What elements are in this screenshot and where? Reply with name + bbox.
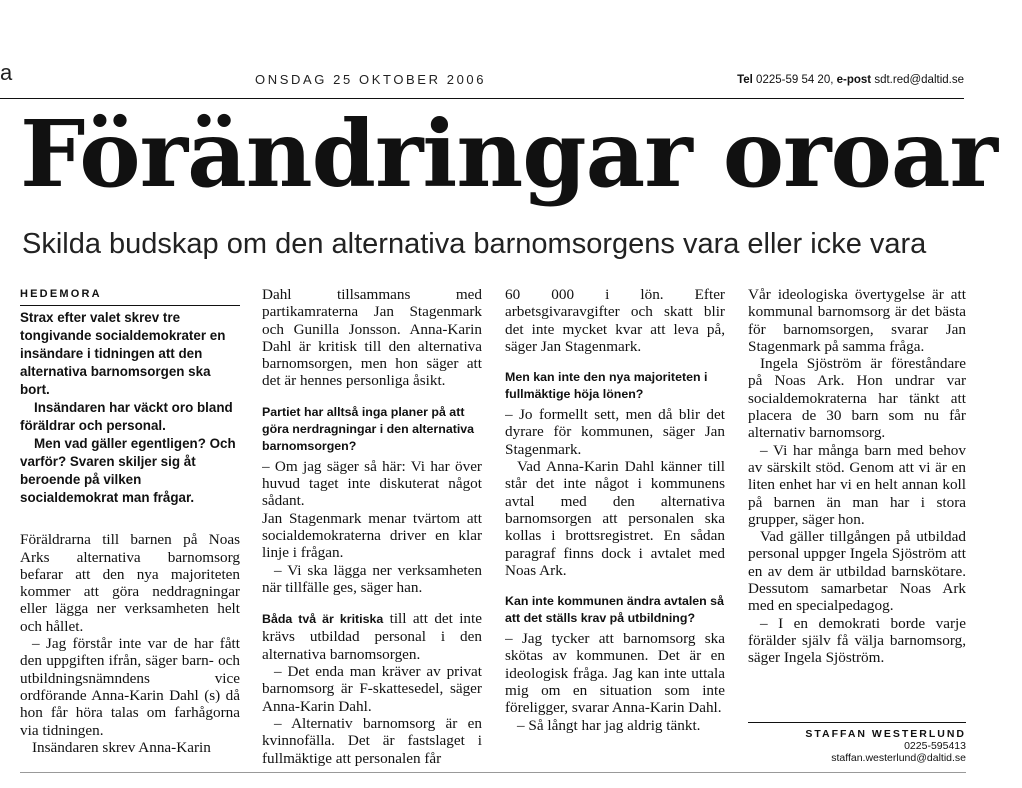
inline-question-rest: till att det inte krävs utbildad personal i den alternativa barnomsorgen. <box>262 610 482 663</box>
article-column-2 <box>262 286 482 772</box>
body-paragraph: 60 000 i lön. Efter arbetsgivaravgifter och skatt blir det inte mycket kvar att leva på, säger Jan Stagenmark. <box>505 286 725 355</box>
page-header <box>0 0 1022 102</box>
epost-label: e-post <box>836 74 872 86</box>
interview-question: Men kan inte den nya majoriteten i fullmäktige höja lönen? <box>505 370 708 402</box>
lead-paragraph: Men vad gäller egentligen? Och varför? Svaren skiljer sig åt beroende på vilken socialdemokrat man frågar. <box>20 436 236 506</box>
body-paragraph: – Så långt har jag aldrig tänkt. <box>517 716 701 734</box>
lead-paragraph: Strax efter valet skrev tre tongivande socialdemokrater en insändare i tidningen att den alternativa barnomsorgen ska bort. <box>20 310 226 398</box>
tel-label: Tel <box>737 74 753 86</box>
header-rule <box>0 98 964 99</box>
placeline: HEDEMORA <box>20 286 240 306</box>
body-paragraph: Vår ideologiska övertygelse är att kommunal barnomsorg är det bästa för barnomsorgen, svarar Jan Stagenmark på samma fråga. <box>748 286 966 355</box>
footer-rule <box>20 772 966 773</box>
deck-subheadline: Skilda budskap om den alternativa barnomsorgens vara eller icke vara <box>22 228 927 260</box>
byline <box>748 722 966 764</box>
headline: Förändringar oroar <box>20 100 997 208</box>
body-paragraph: – Det enda man kräver av privat barnomsorg är F-skattesedel, säger Anna-Karin Dahl. <box>262 663 482 715</box>
contact-info <box>737 74 964 86</box>
body-paragraph: Ingela Sjöström är föreståndare på Noas Ark. Hon undrar var socialdemokraterna har tänkt att placera de 30 barn som nu får alternativ barnomsorg. <box>748 355 966 442</box>
article-column-4 <box>748 286 966 716</box>
body-paragraph: Insändaren skrev Anna-Karin <box>32 738 211 756</box>
body-paragraph: – Vi ska lägga ner verksamheten när tillfälle ges, säger han. <box>262 561 482 596</box>
body-paragraph: – I en demokrati borde varje förälder själv få välja barnomsorg, säger Ingela Sjöström. <box>748 614 966 667</box>
inline-question: Båda två är kritiska <box>262 612 384 627</box>
lead-paragraphs <box>20 309 240 507</box>
body-paragraph: – Jag förstår inte var de har fått den uppgiften ifrån, säger barn- och utbildningsnämndens vice ordförande Anna-Karin Dahl (s) då hon får höra talas om farhågorna via tidningen. <box>20 635 240 739</box>
body-paragraph: Jan Stagenmark menar tvärtom att socialdemokraterna driver en klar linje i frågan. <box>262 509 482 562</box>
byline-phone: 0225-595413 <box>904 740 966 752</box>
interview-question: Partiet har alltså inga planer på att göra nerdragningar i den alternativa barnomsorgen? <box>262 404 475 453</box>
byline-email: staffan.westerlund@daltid.se <box>831 752 966 764</box>
body-paragraph: Vad gäller tillgången på utbildad personal uppger Ingela Sjöström att en av dem är utbildad barnskötare. Dessutom samarbetar Noas Ark med en specialpedagog. <box>748 528 966 615</box>
tel-number: 0225-59 54 20, <box>756 74 834 86</box>
lead-spacer <box>20 507 240 531</box>
page-edge-letter: a <box>0 60 13 85</box>
lead-paragraph: Insändaren har väckt oro bland föräldrar och personal. <box>20 400 233 434</box>
body-paragraph: Vad Anna-Karin Dahl känner till står det inte något i kommunens avtal med den alternativa barnomsorgen att personalen ska kollas i brottsregistret. En sådan paragraf finns dock i avtalet med Noas Ark. <box>505 458 725 579</box>
article-column-3 <box>505 286 725 772</box>
body-paragraph: – Jo formellt sett, men då blir det dyrare för kommunen, säger Jan Stagenmark. <box>505 406 725 458</box>
section-spacer <box>262 596 482 610</box>
body-paragraph: – Vi har många barn med behov av särskilt stöd. Genom att vi är en liten enhet har vi en helt annan koll på barnen än man har i stora grupper, säger hon. <box>748 441 966 528</box>
body-paragraph: Dahl tillsammans med partikamraterna Jan Stagenmark och Gunilla Jonsson. Anna-Karin Dahl är kritisk till den alternativa barnomsorgen, men hon säger att det är hennes personliga åsikt. <box>262 286 482 390</box>
article-column-1 <box>20 286 240 772</box>
interview-question: Kan inte kommunen ändra avtalen så att det ställs krav på utbildning? <box>505 594 724 626</box>
byline-name: STAFFAN WESTERLUND <box>805 728 966 740</box>
body-paragraph <box>262 610 482 663</box>
dateline: ONSDAG 25 OKTOBER 2006 <box>255 72 487 87</box>
body-paragraph: – Om jag säger så här: Vi har över huvud taget inte diskuterat något sådant. <box>262 457 482 510</box>
body-paragraph: – Alternativ barnomsorg är en kvinnofälla. Det är fastslaget i fullmäktige att personalen får <box>262 714 482 767</box>
body-paragraph: – Jag tycker att barnomsorg ska skötas av kommunen. Det är en ideologisk fråga. Jag kan inte uttala mig om en situation som inte föreligger, svarar Anna-Karin Dahl. <box>505 630 725 717</box>
body-paragraph: Föräldrarna till barnen på Noas Arks alternativa barnomsorg befarar att den nya majoriteten kommer att göra neddragningar eller lägga ner verksamheten helt och hållet. <box>20 531 240 635</box>
epost-address: sdt.red@daltid.se <box>874 74 964 86</box>
